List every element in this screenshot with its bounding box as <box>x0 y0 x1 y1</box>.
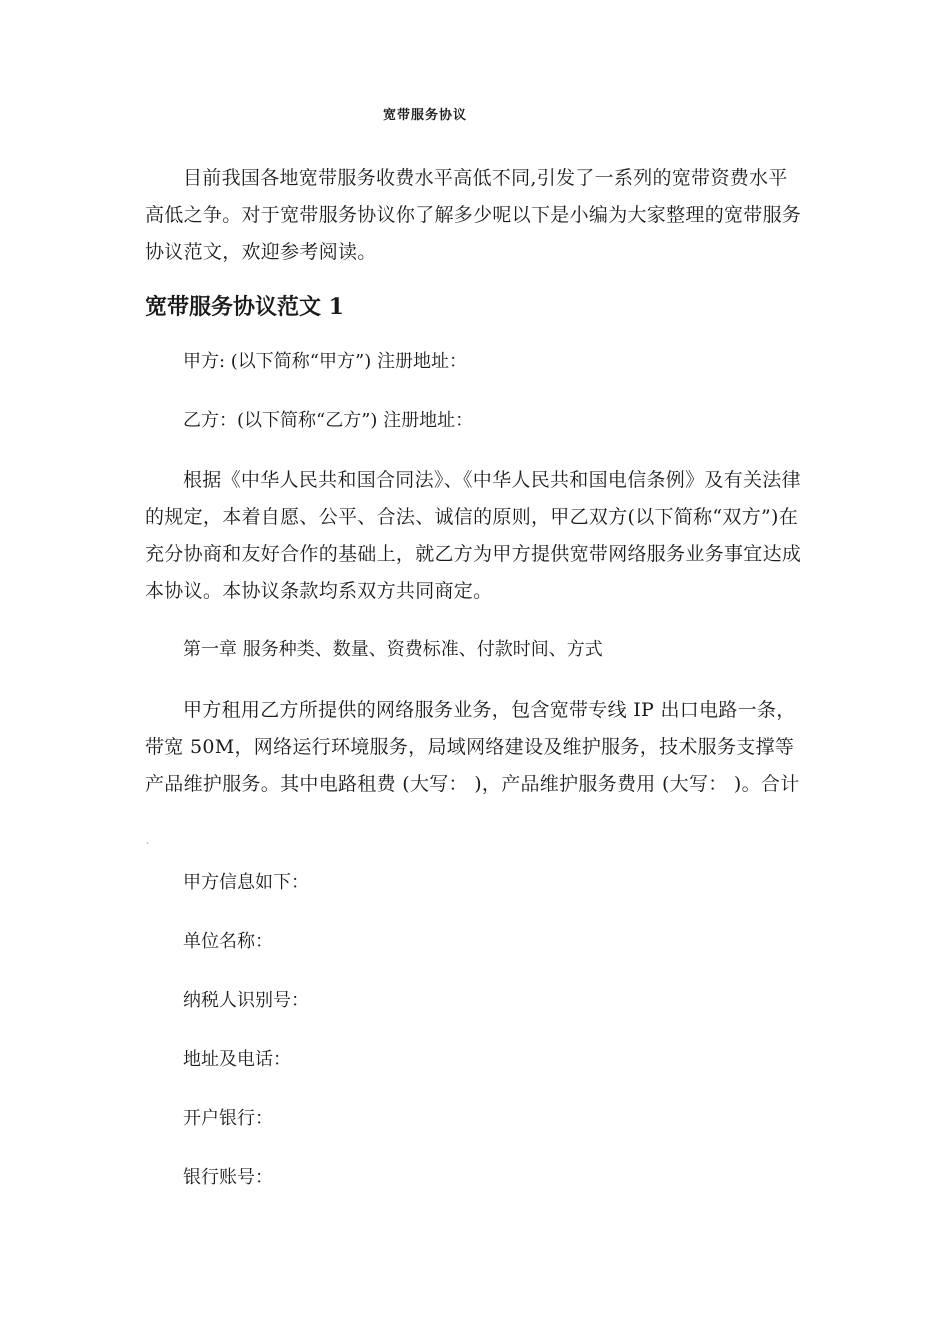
chapter-heading: 第一章 服务种类、数量、资费标准、付款时间、方式 <box>183 639 603 660</box>
field-address-phone: 地址及电话： <box>183 1049 291 1070</box>
field-taxpayer-id: 纳税人识别号： <box>183 990 309 1011</box>
stray-tick-mark: ` <box>146 842 150 851</box>
field-company-name: 单位名称： <box>183 931 273 952</box>
field-bank-account: 银行账号： <box>183 1167 273 1188</box>
party-b-line: 乙方：(以下简称“乙方”) 注册地址： <box>183 410 474 431</box>
party-a-info-header: 甲方信息如下： <box>183 872 309 893</box>
basis-paragraph: 根据《中华人民共和国合同法》、《中华人民共和国电信条例》及有关法律的规定，本着自愿、公平、合法、诚信的原则，甲乙双方(以下简称“双方”)在充分协商和友好合作的基础上，就乙方为甲方提供宽带网络服务业务事宜达成本协议。本协议条款均系双方共同商定。 <box>145 469 802 602</box>
field-bank: 开户银行： <box>183 1108 273 1129</box>
intro-paragraph: 目前我国各地宽带服务收费水平高低不同,引发了一系列的宽带资费水平高低之争。对于宽带服务协议你了解多少呢以下是小编为大家整理的宽带服务协议范文，欢迎参考阅读。 <box>145 167 802 263</box>
party-a-line: 甲方: (以下简称“甲方”) 注册地址： <box>183 351 467 372</box>
document-title: 宽带服务协议 <box>382 108 467 123</box>
section-heading: 宽带服务协议范文 1 <box>145 294 344 320</box>
service-description-paragraph: 甲方租用乙方所提供的网络服务业务，包含宽带专线 IP 出口电路一条，带宽 50M，网络运行环境服务，局域网络建设及维护服务，技术服务支撑等产品维护服务。其中电路租费 (大写： )，产品维护服务费用 (大写： )。合计 <box>145 699 800 795</box>
